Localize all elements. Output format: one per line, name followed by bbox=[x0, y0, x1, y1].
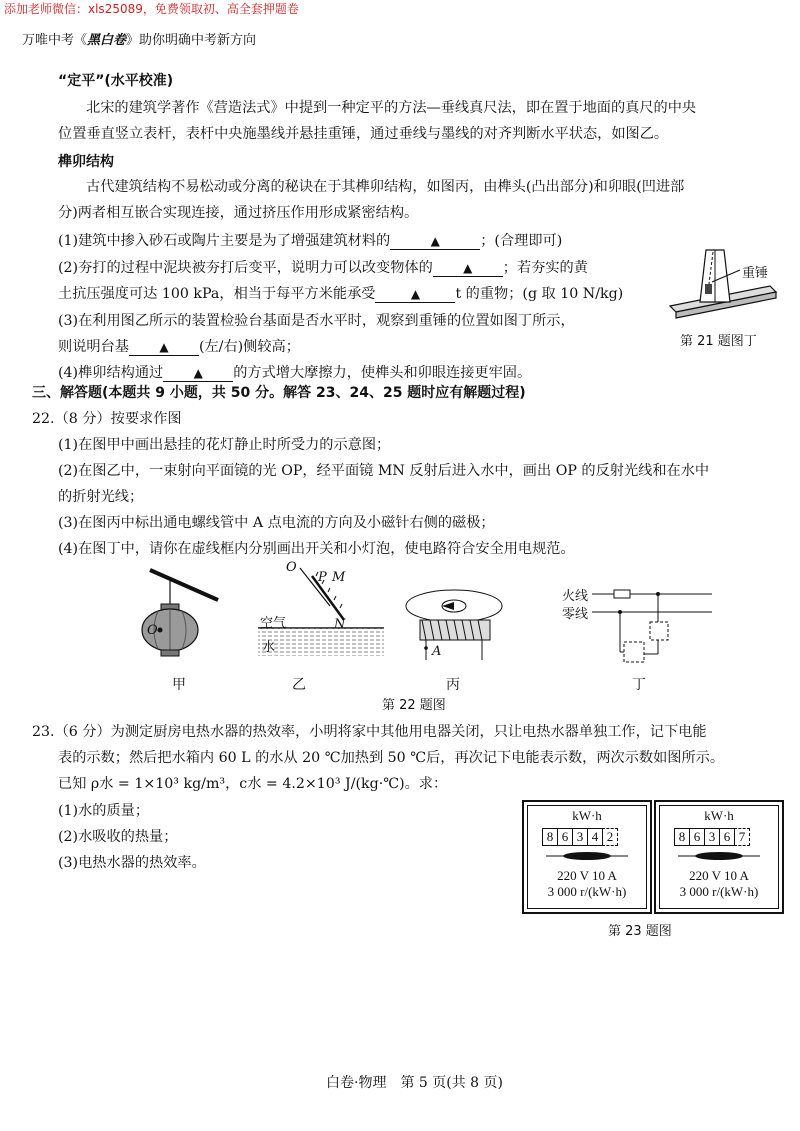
lantern-center bbox=[158, 628, 163, 633]
q22-1: (1)在图甲中画出悬挂的花灯静止时所受力的示意图； bbox=[58, 437, 391, 453]
dashed-box-2[interactable] bbox=[624, 642, 644, 662]
blank-mark: ▲ bbox=[159, 340, 169, 354]
q21-4-text2: 的方式增大摩擦力，使榫头和卯眼连接更牢固。 bbox=[233, 365, 532, 381]
q22-title: 22.（8 分）按要求作图 bbox=[32, 411, 182, 427]
mirror-N-label: N bbox=[334, 617, 346, 632]
dingping-heading: “定平”(水平校准) bbox=[58, 73, 174, 89]
meter-2-digit: 8 bbox=[674, 828, 690, 846]
q21-4-text: (4)榫卯结构通过 bbox=[58, 365, 164, 381]
neutral-wire-label: 零线 bbox=[562, 607, 589, 622]
meter-1-face bbox=[527, 805, 647, 909]
q21-fig-label: 重锤 bbox=[742, 266, 769, 281]
q21-1-note: ；(合理即可) bbox=[480, 233, 563, 249]
lantern-bottom bbox=[161, 650, 179, 656]
fig-bing-label: 丙 bbox=[446, 677, 460, 693]
q22-2: (2)在图乙中，一束射向平面镜的光 OP，经平面镜 MN 反射后进入水中，画出 OP 的反射光线和在水中 bbox=[58, 463, 710, 479]
air-label: 空气 bbox=[260, 616, 287, 631]
sunmao-p2: 分)两者相互嵌合实现连接，通过挤压作用形成紧密结构。 bbox=[58, 205, 419, 221]
lantern-O-label: O bbox=[147, 623, 158, 638]
q21-2-text4: t 的重物；(g 取 10 N/kg) bbox=[455, 286, 624, 302]
q23-2: (2)水吸收的热量； bbox=[58, 829, 178, 845]
meter-1-spec: 3 000 r/(kW·h) bbox=[547, 884, 627, 899]
energy-meter-2 bbox=[654, 800, 784, 914]
q22-fig-solenoid bbox=[398, 584, 518, 664]
fig-jia-label: 甲 bbox=[172, 677, 186, 693]
point-A bbox=[424, 646, 428, 650]
fuse bbox=[614, 590, 630, 598]
water-body bbox=[258, 628, 384, 656]
meter-1-rotor bbox=[546, 850, 628, 862]
q23-1: (1)水的质量； bbox=[58, 803, 150, 819]
mirror-O-label: O bbox=[286, 560, 297, 575]
dingping-p1: 北宋的建筑学著作《营造法式》中提到一种定平的方法—垂线真尺法，即在置于地面的真尺的中央 bbox=[86, 100, 697, 116]
q21-3-text: 则说明台基 bbox=[58, 339, 129, 355]
q21-2-cont bbox=[58, 283, 623, 303]
q21-2-blank2[interactable] bbox=[375, 286, 455, 303]
mirror-M-label: M bbox=[332, 570, 346, 585]
meter-1-digit: 8 bbox=[542, 828, 558, 846]
meter-1-digit: 4 bbox=[587, 828, 603, 846]
q22-4: (4)在图丁中，请你在虚线框内分别画出开关和小灯泡，使电路符合安全用电规范。 bbox=[58, 541, 575, 557]
q23-l3: 已知 ρ水 = 1×10³ kg/m³，c水 = 4.2×10³ J/(kg·℃)。求： bbox=[58, 776, 448, 792]
q21-2-text3: 土抗压强度可达 100 kPa，相当于每平方米能承受 bbox=[58, 286, 376, 302]
q23-3: (3)电热水器的热效率。 bbox=[58, 855, 206, 871]
plumb-weight bbox=[705, 284, 712, 294]
q21-2 bbox=[58, 257, 588, 277]
sunmao-p1: 古代建筑结构不易松动或分离的秘诀在于其榫卯结构，如图丙，由榫头(凸出部分)和卯眼(凹进部 bbox=[86, 179, 685, 195]
page-footer: 白卷·物理 第 5 页(共 8 页) bbox=[326, 1075, 503, 1091]
series-brand: 黑白卷 bbox=[87, 33, 127, 48]
q21-1-blank[interactable] bbox=[390, 233, 480, 250]
q22-3: (3)在图丙中标出通电螺线管中 A 点电流的方向及小磁针右侧的磁极； bbox=[58, 515, 495, 531]
q22-caption: 第 22 题图 bbox=[382, 698, 446, 713]
q21-4 bbox=[58, 362, 531, 382]
series-prefix: 万唯中考《 bbox=[22, 33, 88, 48]
meter-2-face bbox=[659, 805, 779, 909]
q21-2-blank[interactable] bbox=[433, 260, 503, 277]
solenoid-A-label: A bbox=[432, 644, 442, 659]
meter-2-spec: 3 000 r/(kW·h) bbox=[679, 884, 759, 899]
blank-mark: ▲ bbox=[430, 234, 440, 248]
blank-mark: ▲ bbox=[463, 261, 473, 275]
meter-2-digit: 3 bbox=[704, 828, 720, 846]
q21-3: (3)在利用图乙所示的装置检验台基面是否水平时，观察到重锤的位置如图丁所示， bbox=[58, 313, 575, 329]
q23-l2: 表的示数；然后把水箱内 60 L 的水从 20 ℃加热到 50 ℃后，再次记下电能表示数，两次示数如图所示。 bbox=[58, 750, 725, 766]
blank-mark: ▲ bbox=[193, 366, 203, 380]
q22-fig-lantern bbox=[130, 566, 230, 666]
blank-mark: ▲ bbox=[410, 287, 421, 301]
dingping-p2: 位置垂直竖立表杆，表杆中央施墨线并悬挂重锤，通过垂线与墨线的对齐判断水平状态，如图乙。 bbox=[58, 126, 669, 142]
q21-1 bbox=[58, 230, 562, 250]
fig-yi-label: 乙 bbox=[292, 677, 306, 693]
meter-2-rotor bbox=[678, 850, 760, 862]
q21-figure-ding bbox=[660, 240, 780, 325]
q23-l1: 23.（6 分）为测定厨房电热水器的热效率，小明将家中其他用电器关闭，只让电热水器单独工作，记下电能 bbox=[32, 724, 707, 740]
meter-2-digit: 6 bbox=[719, 828, 735, 846]
energy-meter-1 bbox=[522, 800, 652, 914]
live-wire-label: 火线 bbox=[562, 589, 589, 604]
meter-2-decimal-digit: 7 bbox=[734, 828, 750, 846]
q21-4-blank[interactable] bbox=[163, 365, 233, 382]
sunmao-heading: 榫卯结构 bbox=[58, 154, 114, 170]
fig-ding-label: 丁 bbox=[632, 677, 646, 693]
meter-1-digit: 6 bbox=[557, 828, 573, 846]
q21-1-text: (1)建筑中掺入砂石或陶片主要是为了增强建筑材料的 bbox=[58, 233, 391, 249]
meter-2-rating: 220 V 10 A bbox=[689, 868, 749, 883]
watermark: 添加老师微信：xls25089，免费领取初、高全套押题卷 bbox=[4, 2, 299, 16]
meter-1-decimal-digit: 2 bbox=[602, 828, 618, 846]
meter-1-unit: kW·h bbox=[572, 808, 602, 823]
q21-2-text2: ；若夯实的黄 bbox=[502, 260, 588, 276]
water-label: 水 bbox=[262, 640, 276, 655]
q21-3-blank[interactable] bbox=[129, 339, 199, 356]
section-3-heading: 三、解答题(本题共 9 小题，共 50 分。解答 23、24、25 题时应有解题过程) bbox=[32, 385, 526, 401]
series-suffix: 》助你明确中考新方向 bbox=[126, 33, 257, 48]
mirror-P-label: P bbox=[318, 570, 327, 585]
q21-fig-caption: 第 21 题图丁 bbox=[680, 334, 757, 349]
q21-3-cont bbox=[58, 336, 300, 356]
q21-3-text2: (左/右)侧较高； bbox=[198, 339, 300, 355]
meter-1-digit: 3 bbox=[572, 828, 588, 846]
meter-2-unit: kW·h bbox=[704, 808, 734, 823]
hanging-rod bbox=[150, 570, 218, 600]
q21-2-text: (2)夯打的过程中泥块被夯打后变平，说明力可以改变物体的 bbox=[58, 260, 433, 276]
q22-2-cont: 的折射光线； bbox=[58, 489, 144, 505]
q23-caption: 第 23 题图 bbox=[608, 924, 672, 939]
dashed-box-1[interactable] bbox=[650, 622, 668, 640]
meter-1-digits bbox=[542, 828, 617, 846]
meter-1-rating: 220 V 10 A bbox=[557, 868, 617, 883]
series-header bbox=[22, 29, 256, 48]
meter-2-digit: 6 bbox=[689, 828, 705, 846]
meter-2-digits bbox=[674, 828, 749, 846]
